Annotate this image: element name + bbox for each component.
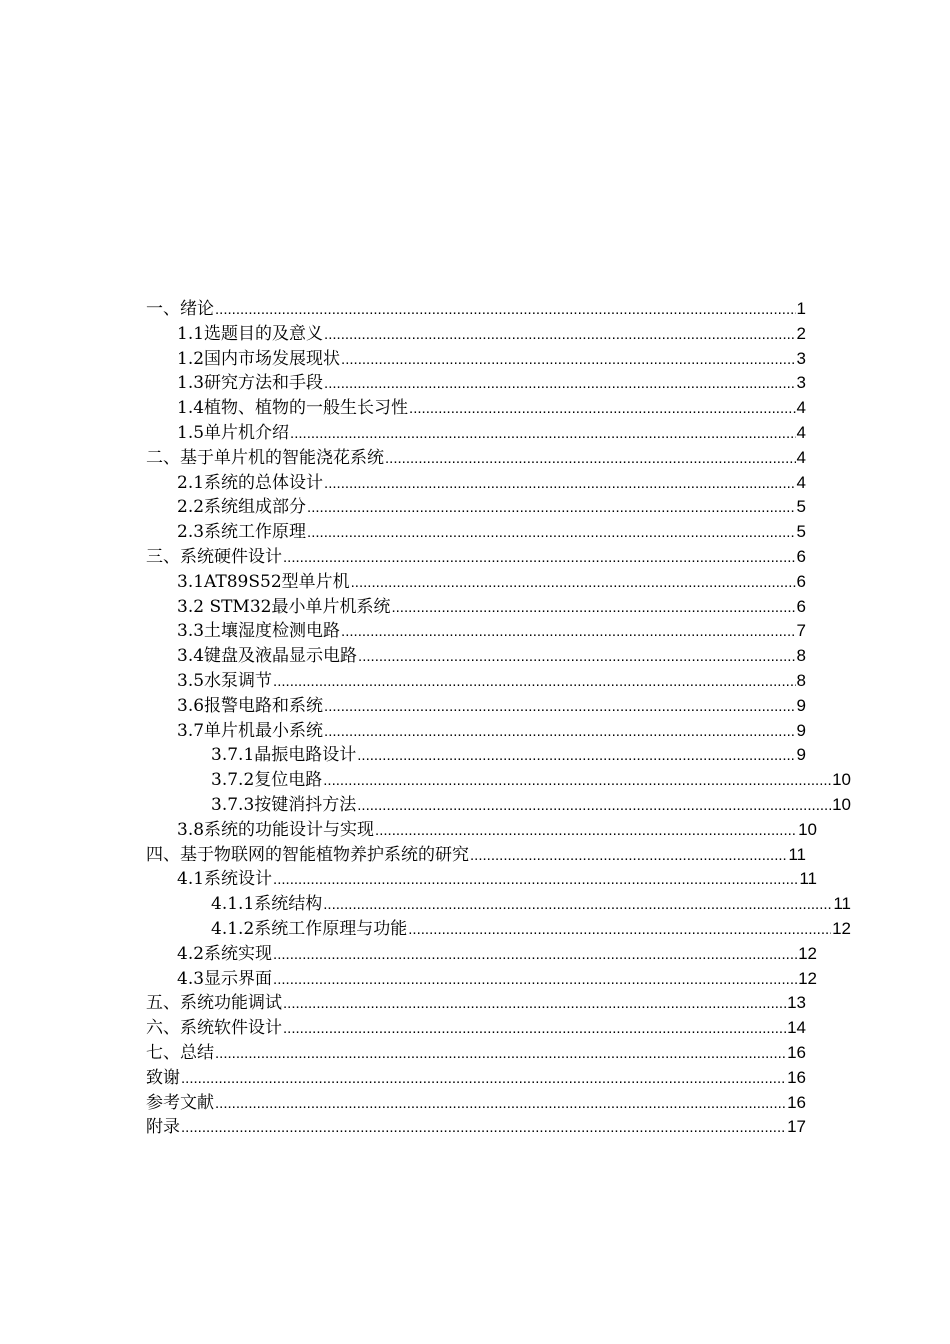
toc-entry-page: 9 <box>796 695 806 715</box>
toc-entry-title: 一、绪论 <box>146 299 214 319</box>
toc-entry[interactable] <box>146 595 806 620</box>
toc-entry[interactable] <box>146 1091 806 1116</box>
toc-entry-title: 4.1系统设计 <box>177 869 273 890</box>
toc-entry-page: 11 <box>833 894 851 914</box>
toc-dot-leader <box>283 546 796 571</box>
toc-entry-title: 4.1.1系统结构 <box>211 894 323 915</box>
toc-entry[interactable] <box>146 495 806 520</box>
toc-dot-leader <box>324 472 795 497</box>
toc-entry-title: 3.2 STM32最小单片机系统 <box>177 596 391 617</box>
toc-entry[interactable] <box>146 793 851 818</box>
toc-dot-leader <box>273 968 797 993</box>
toc-entry-title: 1.3研究方法和手段 <box>177 373 324 394</box>
toc-dot-leader <box>215 298 796 323</box>
toc-dot-leader <box>215 1092 786 1117</box>
toc-entry[interactable] <box>146 694 806 719</box>
toc-entry-page: 16 <box>787 1067 806 1087</box>
toc-entry-page: 12 <box>832 918 851 938</box>
toc-entry[interactable] <box>146 644 806 669</box>
toc-entry-page: 5 <box>796 522 806 542</box>
toc-entry[interactable] <box>146 446 806 471</box>
toc-entry-title: 3.7.1晶振电路设计 <box>211 745 357 766</box>
toc-entry-title: 2.2系统组成部分 <box>177 497 307 518</box>
toc-entry-page: 4 <box>796 447 806 467</box>
toc-dot-leader <box>323 893 832 918</box>
toc-entry-title: 二、基于单片机的智能浇花系统 <box>146 447 384 468</box>
toc-dot-leader <box>290 422 795 447</box>
toc-entry-page: 16 <box>787 1092 806 1112</box>
toc-dot-leader <box>391 596 795 621</box>
toc-dot-leader <box>357 794 831 819</box>
toc-entry-title: 1.4植物、植物的一般生长习性 <box>177 398 409 419</box>
toc-entry-title: 附录 <box>146 1117 180 1138</box>
toc-entry-title: 1.2国内市场发展现状 <box>177 348 341 369</box>
toc-dot-leader <box>470 844 787 869</box>
toc-dot-leader <box>324 372 795 397</box>
toc-entry-title: 致谢 <box>146 1067 180 1088</box>
toc-entry-title: 三、系统硬件设计 <box>146 546 282 567</box>
toc-entry-page: 11 <box>788 844 806 864</box>
toc-entry[interactable] <box>146 1115 806 1140</box>
toc-dot-leader <box>341 620 795 645</box>
toc-entry[interactable] <box>146 917 851 942</box>
toc-entry-title: 3.1AT89S52型单片机 <box>177 571 350 592</box>
toc-entry-page: 8 <box>796 646 806 666</box>
toc-entry[interactable] <box>146 743 806 768</box>
toc-dot-leader <box>181 1116 786 1141</box>
toc-dot-leader <box>273 943 797 968</box>
toc-entry[interactable] <box>146 347 806 372</box>
toc-entry-page: 9 <box>796 720 806 740</box>
toc-entry-title: 4.2系统实现 <box>177 943 273 964</box>
toc-entry-page: 12 <box>798 943 817 963</box>
toc-entry[interactable] <box>146 669 806 694</box>
toc-dot-leader <box>375 819 797 844</box>
toc-entry-page: 9 <box>796 745 806 765</box>
toc-entry[interactable] <box>146 1041 806 1066</box>
toc-entry-title: 1.5单片机介绍 <box>177 422 290 443</box>
toc-dot-leader <box>307 521 795 546</box>
toc-entry-title: 1.1选题目的及意义 <box>177 323 324 344</box>
toc-dot-leader <box>273 868 798 893</box>
toc-entry-page: 7 <box>796 621 806 641</box>
toc-entry[interactable] <box>146 843 806 868</box>
toc-entry-title: 参考文献 <box>146 1092 214 1113</box>
toc-dot-leader <box>358 645 795 670</box>
toc-entry-page: 12 <box>798 968 817 988</box>
toc-dot-leader <box>283 1017 786 1042</box>
toc-entry-page: 16 <box>787 1042 806 1062</box>
toc-entry-title: 3.6报警电路和系统 <box>177 695 324 716</box>
toc-dot-leader <box>324 695 795 720</box>
toc-entry-page: 2 <box>796 323 806 343</box>
toc-dot-leader <box>181 1067 786 1092</box>
toc-dot-leader <box>324 720 795 745</box>
toc-entry-title: 3.7.2复位电路 <box>211 770 323 791</box>
toc-entry[interactable] <box>146 967 817 992</box>
toc-entry-title: 六、系统软件设计 <box>146 1018 282 1039</box>
toc-dot-leader <box>215 1042 786 1067</box>
toc-entry-title: 3.4键盘及液晶显示电路 <box>177 646 358 667</box>
toc-entry-page: 6 <box>796 571 806 591</box>
table-of-contents <box>146 297 851 1140</box>
toc-entry-title: 3.3土壤湿度检测电路 <box>177 621 341 642</box>
toc-entry-page: 14 <box>787 1018 806 1038</box>
toc-dot-leader <box>273 670 795 695</box>
toc-entry-page: 5 <box>796 497 806 517</box>
toc-entry-page: 3 <box>796 348 806 368</box>
toc-entry[interactable] <box>146 1016 806 1041</box>
toc-entry-title: 2.3系统工作原理 <box>177 522 307 543</box>
toc-entry-page: 6 <box>796 546 806 566</box>
toc-entry-page: 8 <box>796 670 806 690</box>
toc-entry-title: 五、系统功能调试 <box>146 993 282 1014</box>
toc-entry-page: 4 <box>796 422 806 442</box>
toc-dot-leader <box>408 918 831 943</box>
toc-entry[interactable] <box>146 570 806 595</box>
toc-dot-leader <box>324 323 795 348</box>
toc-dot-leader <box>357 744 795 769</box>
toc-entry[interactable] <box>146 471 806 496</box>
toc-entry-page: 3 <box>796 373 806 393</box>
toc-entry-title: 3.7.3按键消抖方法 <box>211 794 357 815</box>
toc-dot-leader <box>307 496 795 521</box>
toc-dot-leader <box>409 397 795 422</box>
toc-entry-page: 10 <box>798 819 817 839</box>
toc-dot-leader <box>385 447 796 472</box>
toc-entry-title: 4.1.2系统工作原理与功能 <box>211 918 408 939</box>
toc-entry-page: 10 <box>832 794 851 814</box>
toc-entry-page: 4 <box>796 398 806 418</box>
toc-entry-title: 3.5水泵调节 <box>177 670 273 691</box>
toc-entry[interactable] <box>146 991 806 1016</box>
toc-dot-leader <box>283 992 786 1017</box>
toc-entry-page: 6 <box>796 596 806 616</box>
toc-entry-title: 七、总结 <box>146 1042 214 1063</box>
toc-entry[interactable] <box>146 371 806 396</box>
toc-entry[interactable] <box>146 867 817 892</box>
toc-entry-title: 2.1系统的总体设计 <box>177 472 324 493</box>
toc-dot-leader <box>341 348 795 373</box>
toc-entry-page: 11 <box>799 869 817 889</box>
toc-entry[interactable] <box>146 619 806 644</box>
toc-entry-page: 13 <box>787 993 806 1013</box>
toc-entry-page: 17 <box>787 1117 806 1137</box>
toc-entry[interactable] <box>146 322 806 347</box>
toc-entry[interactable] <box>146 1066 806 1091</box>
toc-entry-title: 3.7单片机最小系统 <box>177 720 324 741</box>
toc-entry[interactable] <box>146 818 817 843</box>
toc-entry[interactable] <box>146 421 806 446</box>
toc-entry[interactable] <box>146 892 851 917</box>
toc-entry[interactable] <box>146 942 817 967</box>
toc-entry[interactable] <box>146 768 851 793</box>
toc-entry[interactable] <box>146 396 806 421</box>
toc-entry-page: 10 <box>832 770 851 790</box>
toc-dot-leader <box>351 571 796 596</box>
toc-entry[interactable] <box>146 545 806 570</box>
toc-entry[interactable] <box>146 719 806 744</box>
toc-entry-page: 1 <box>796 299 806 318</box>
toc-entry-title: 4.3显示界面 <box>177 968 273 989</box>
toc-entry-title: 3.8系统的功能设计与实现 <box>177 819 375 840</box>
toc-entry[interactable] <box>146 297 806 322</box>
toc-entry[interactable] <box>146 520 806 545</box>
toc-entry-page: 4 <box>796 472 806 492</box>
toc-dot-leader <box>323 769 831 794</box>
toc-entry-title: 四、基于物联网的智能植物养护系统的研究 <box>146 844 469 865</box>
